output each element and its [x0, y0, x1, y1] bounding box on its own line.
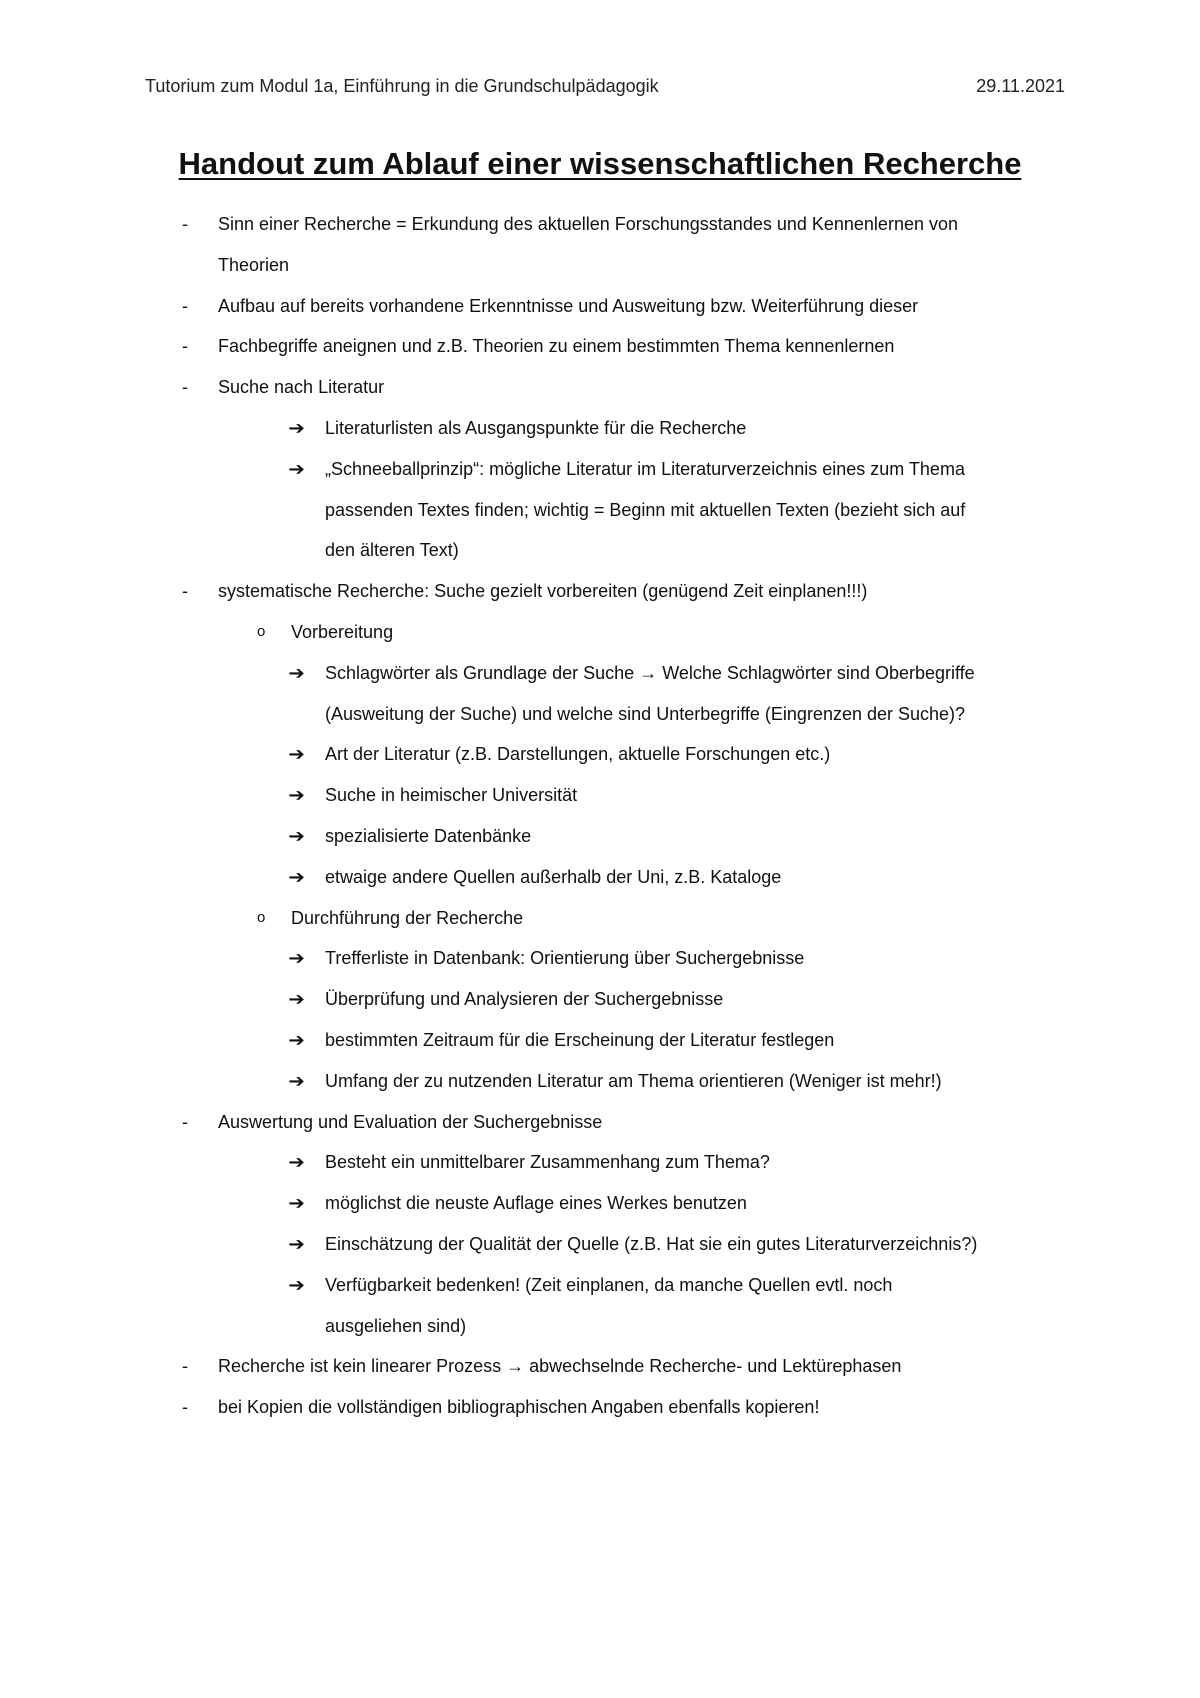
list-item	[0, 1387, 1200, 1428]
handout-content	[0, 204, 1200, 1428]
list-item	[0, 612, 1200, 653]
arrow-bullet-icon: ➔	[288, 825, 305, 846]
item-text-line: ausgeliehen sind)	[325, 1315, 467, 1336]
list-item	[0, 326, 1200, 367]
inline-arrow-icon: →	[506, 1356, 525, 1377]
arrow-bullet-icon: ➔	[288, 1029, 305, 1050]
dash-bullet-icon: -	[182, 295, 188, 316]
list-item	[0, 979, 1200, 1020]
list-item	[0, 408, 1200, 449]
item-text-line: Einschätzung der Qualität der Quelle (z.B. Hat sie ein gutes Literaturverzeichnis?)	[325, 1233, 978, 1254]
arrow-bullet-icon: ➔	[288, 866, 305, 887]
header-course: Tutorium zum Modul 1a, Einführung in die Grundschulpädagogik	[145, 76, 659, 96]
item-text-line: Art der Literatur (z.B. Darstellungen, aktuelle Forschungen etc.)	[325, 744, 831, 765]
item-text-line: Besteht ein unmittelbarer Zusammenhang zum Thema?	[325, 1152, 770, 1173]
item-text-line: Vorbereitung	[291, 621, 394, 642]
item-text-line: Sinn einer Recherche = Erkundung des aktuellen Forschungsstandes und Kennenlernen von	[218, 214, 958, 234]
dash-bullet-icon: -	[182, 214, 188, 234]
item-text-line: möglichst die neuste Auflage eines Werkes benutzen	[325, 1193, 747, 1214]
page-header	[145, 76, 1065, 97]
item-text-line: Verfügbarkeit bedenken! (Zeit einplanen, da manche Quellen evtl. noch	[325, 1274, 893, 1295]
item-text-line: Schlagwörter als Grundlage der Suche → Welche Schlagwörter sind Oberbegriffe	[325, 662, 975, 683]
list-item	[0, 898, 1200, 939]
list-item	[0, 653, 1200, 735]
item-text-line: Durchführung der Recherche	[291, 907, 524, 928]
list-item	[0, 449, 1200, 571]
list-item	[0, 1102, 1200, 1143]
arrow-bullet-icon: ➔	[288, 1233, 305, 1254]
dash-bullet-icon: -	[182, 1111, 188, 1132]
arrow-bullet-icon: ➔	[288, 785, 305, 806]
list-item	[0, 734, 1200, 775]
list-item	[0, 1265, 1200, 1347]
list-item	[0, 286, 1200, 327]
item-text-line: „Schneeballprinzip“: mögliche Literatur im Literaturverzeichnis eines zum Thema	[325, 458, 965, 479]
item-text-line: Suche nach Literatur	[218, 377, 385, 398]
item-text-line: systematische Recherche: Suche gezielt vorbereiten (genügend Zeit einplanen!!!)	[218, 581, 868, 602]
item-text-line: Auswertung und Evaluation der Suchergebnisse	[218, 1111, 603, 1132]
circle-bullet-icon: o	[257, 908, 266, 926]
item-text-line: Fachbegriffe aneignen und z.B. Theorien zu einem bestimmten Thema kennenlernen	[218, 336, 895, 357]
arrow-bullet-icon: ➔	[288, 1274, 305, 1295]
arrow-bullet-icon: ➔	[288, 662, 305, 683]
list-item	[0, 1142, 1200, 1183]
item-text-line: etwaige andere Quellen außerhalb der Uni, z.B. Kataloge	[325, 866, 782, 887]
item-text-line: Recherche ist kein linearer Prozess → abwechselnde Recherche- und Lektürephasen	[218, 1356, 902, 1377]
item-text-line: Suche in heimischer Universität	[325, 785, 578, 806]
circle-bullet-icon: o	[257, 622, 266, 640]
list-item	[0, 1061, 1200, 1102]
list-item	[0, 1224, 1200, 1265]
item-text-line: den älteren Text)	[325, 540, 459, 561]
item-text-line: bei Kopien die vollständigen bibliographischen Angaben ebenfalls kopieren!	[218, 1397, 820, 1418]
item-text-line: Umfang der zu nutzenden Literatur am Thema orientieren (Weniger ist mehr!)	[325, 1070, 942, 1091]
list-item	[0, 1346, 1200, 1387]
list-item	[0, 1020, 1200, 1061]
dash-bullet-icon: -	[182, 377, 188, 398]
item-text-line: Theorien	[218, 254, 290, 275]
list-item	[0, 204, 1200, 286]
list-item	[0, 816, 1200, 857]
arrow-bullet-icon: ➔	[288, 1070, 305, 1091]
item-text-line: bestimmten Zeitraum für die Erscheinung der Literatur festlegen	[325, 1029, 835, 1050]
arrow-bullet-icon: ➔	[288, 1193, 305, 1214]
dash-bullet-icon: -	[182, 581, 188, 602]
arrow-bullet-icon: ➔	[288, 458, 305, 479]
arrow-bullet-icon: ➔	[288, 948, 305, 969]
dash-bullet-icon: -	[182, 1397, 188, 1418]
arrow-bullet-icon: ➔	[288, 417, 305, 438]
header-date: 29.11.2021	[976, 76, 1065, 96]
item-text-line: spezialisierte Datenbänke	[325, 825, 532, 846]
list-item	[0, 775, 1200, 816]
item-text-line: (Ausweitung der Suche) und welche sind Unterbegriffe (Eingrenzen der Suche)?	[325, 703, 966, 724]
dash-bullet-icon: -	[182, 1356, 188, 1377]
item-text-line: Literaturlisten als Ausgangspunkte für die Recherche	[325, 417, 747, 438]
list-item	[0, 1183, 1200, 1224]
arrow-bullet-icon: ➔	[288, 1152, 305, 1173]
document-title: Handout zum Ablauf einer wissenschaftlichen Recherche	[178, 146, 1022, 181]
list-item	[0, 571, 1200, 612]
list-item	[0, 367, 1200, 408]
inline-arrow-icon: →	[639, 662, 658, 683]
item-text-line: passenden Textes finden; wichtig = Beginn mit aktuellen Texten (bezieht sich auf	[325, 499, 966, 520]
list-item	[0, 938, 1200, 979]
arrow-bullet-icon: ➔	[288, 989, 305, 1010]
list-item	[0, 857, 1200, 898]
item-text-line: Aufbau auf bereits vorhandene Erkenntnisse und Ausweitung bzw. Weiterführung dieser	[218, 295, 919, 316]
dash-bullet-icon: -	[182, 336, 188, 357]
item-text-line: Überprüfung und Analysieren der Suchergebnisse	[325, 989, 724, 1010]
arrow-bullet-icon: ➔	[288, 744, 305, 765]
item-text-line: Trefferliste in Datenbank: Orientierung über Suchergebnisse	[325, 948, 805, 969]
